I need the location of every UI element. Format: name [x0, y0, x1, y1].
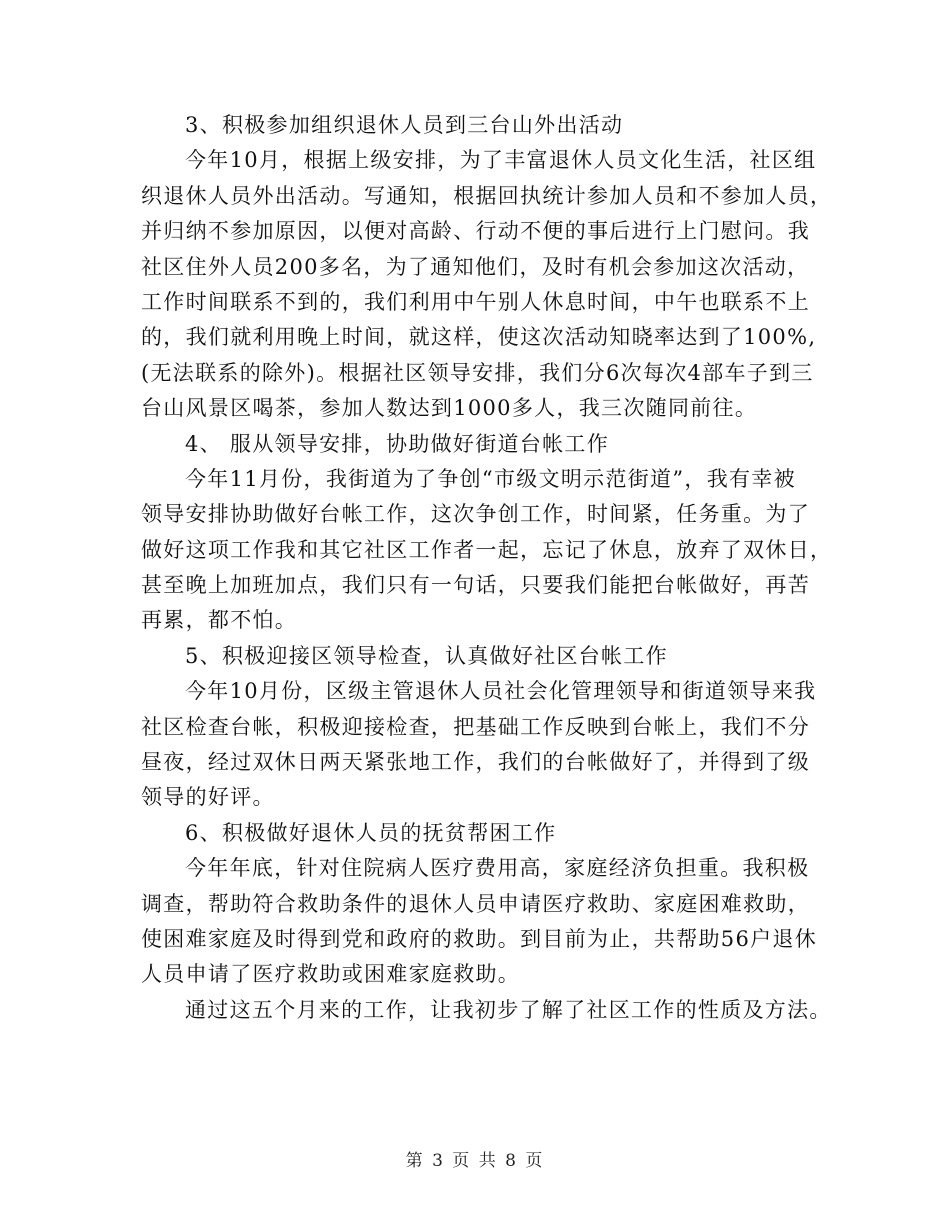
- section-heading: 4、 服从领导安排，协助做好街道台帐工作: [185, 431, 610, 456]
- paragraph-line: 人员申请了医疗救助或困难家庭救助。: [141, 962, 521, 987]
- paragraph-line: 社区住外人员200多名，为了通知他们，及时有机会参加这次活动，: [141, 254, 810, 279]
- closing-line: 通过这五个月来的工作，让我初步了解了社区工作的性质及方法。: [185, 997, 832, 1022]
- section-heading: 5、积极迎接区领导检查，认真做好社区台帐工作: [185, 643, 668, 668]
- paragraph-line: 台山风景区喝茶，参加人数达到1000多人，我三次随同前往。: [141, 396, 758, 421]
- paragraph-line: 再累，都不怕。: [141, 608, 298, 633]
- paragraph-line: 领导的好评。: [141, 785, 275, 810]
- paragraph-line: 社区检查台帐，积极迎接检查，把基础工作反映到台帐上，我们不分: [141, 714, 810, 739]
- paragraph-line: 做好这项工作我和其它社区工作者一起，忘记了休息，放弃了双休日，: [141, 537, 833, 562]
- paragraph-line: (无法联系的除外)。根据社区领导安排，我们分6次每次4部车子到三: [141, 360, 814, 385]
- paragraph-line: 的，我们就利用晚上时间，就这样，使这次活动知晓率达到了100%,: [141, 325, 817, 350]
- paragraph-line: 甚至晚上加班加点，我们只有一句话，只要我们能把台帐做好，再苦: [141, 573, 810, 598]
- paragraph-line: 今年10月份，区级主管退休人员社会化管理领导和街道领导来我: [185, 679, 817, 704]
- paragraph-line: 织退休人员外出活动。写通知，根据回执统计参加人员和不参加人员，: [141, 183, 833, 208]
- section-heading: 6、积极做好退休人员的抚贫帮困工作: [185, 820, 557, 845]
- section-heading: 3、积极参加组织退休人员到三台山外出活动: [185, 113, 624, 137]
- page-number: 第 3 页 共 8 页: [405, 1151, 545, 1171]
- paragraph-line: 并归纳不参加原因，以便对高龄、行动不便的事后进行上门慰问。我: [141, 219, 810, 244]
- paragraph-line: 使困难家庭及时得到党和政府的救助。到目前为止，共帮助56户退休: [141, 926, 818, 951]
- paragraph-line: 今年年底，针对住院病人医疗费用高，家庭经济负担重。我积极: [185, 856, 810, 881]
- paragraph-line: 今年11月份，我街道为了争创“市级文明示范街道”，我有幸被: [185, 466, 796, 491]
- paragraph-line: 今年10月，根据上级安排，为了丰富退休人员文化生活，社区组: [185, 148, 817, 173]
- paragraph-line: 调查，帮助符合救助条件的退休人员申请医疗救助、家庭困难救助，: [141, 891, 810, 916]
- document-body: [141, 108, 833, 1028]
- paragraph-line: 昼夜，经过双休日两天紧张地工作，我们的台帐做好了，并得到了级: [141, 750, 810, 775]
- paragraph-line: 工作时间联系不到的，我们利用中午别人休息时间，中午也联系不上: [141, 289, 810, 314]
- paragraph-line: 领导安排协助做好台帐工作，这次争创工作，时间紧，任务重。为了: [141, 502, 810, 527]
